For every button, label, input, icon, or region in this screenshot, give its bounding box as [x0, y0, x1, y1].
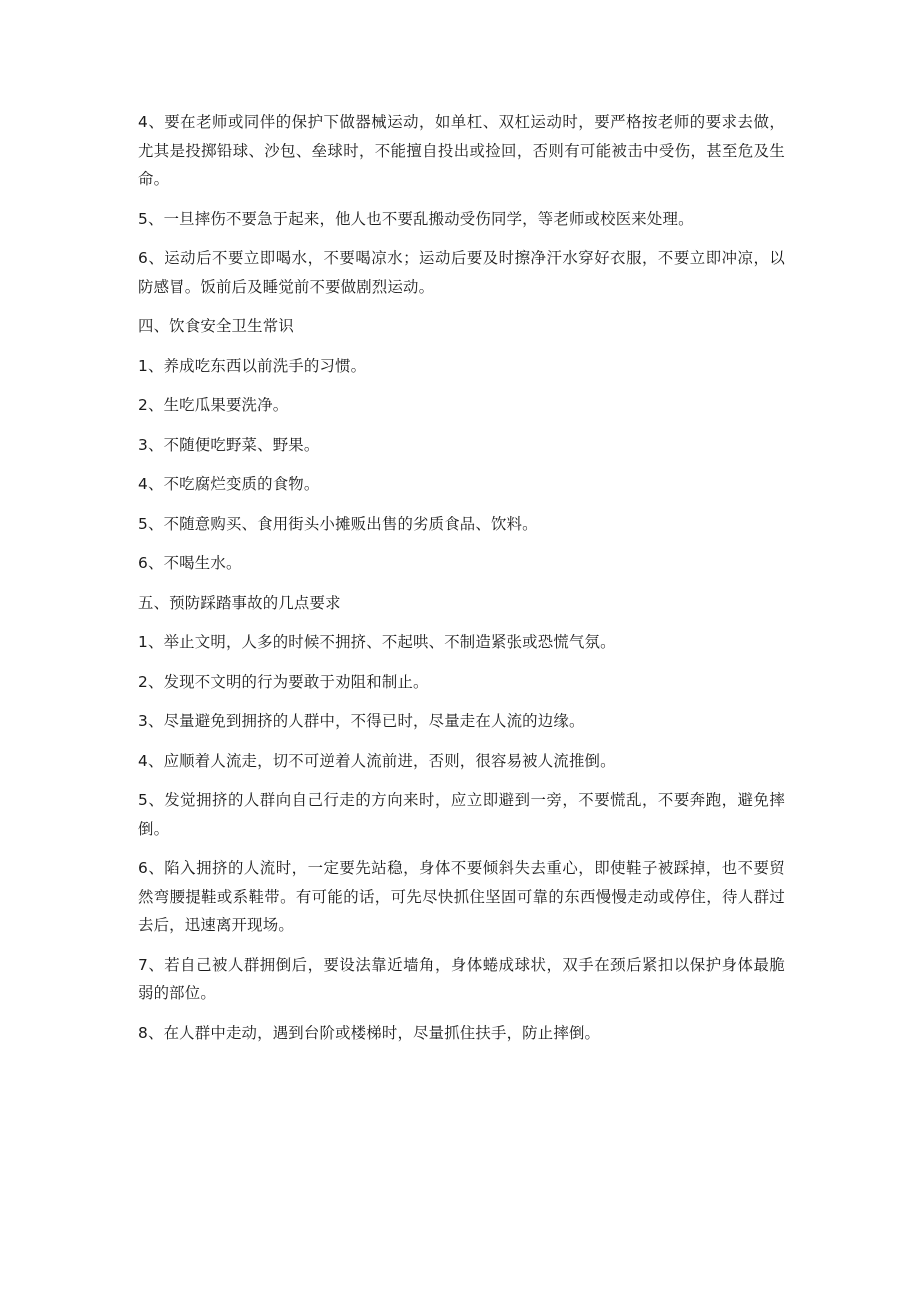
paragraph-item: 4、不吃腐烂变质的食物。 — [138, 475, 320, 493]
paragraph-item: 5、不随意购买、食用街头小摊贩出售的劣质食品、饮料。 — [138, 514, 538, 533]
section-heading: 五、预防踩踏事故的几点要求 — [138, 593, 341, 612]
paragraph-item: 4、要在老师或同伴的保护下做器械运动，如单杠、双杠运动时，要严格按老师的要求去做，尤其是投掷铅球、沙包、垒球时，不能擅自投出或捡回，否则有可能被击中受伤，甚至危及生命。 — [138, 113, 785, 188]
paragraph-item: 4、应顺着人流走，切不可逆着人流前进，否则，很容易被人流推倒。 — [138, 751, 616, 770]
paragraph-item: 5、发觉拥挤的人群向自己行走的方向来时，应立即避到一旁，不要慌乱，不要奔跑，避免摔倒。 — [138, 791, 785, 838]
paragraph-item: 8、在人群中走动，遇到台阶或楼梯时，尽量抓住扶手，防止摔倒。 — [138, 1023, 601, 1042]
paragraph-item: 6、不喝生水。 — [138, 554, 242, 572]
paragraph-item: 1、养成吃东西以前洗手的习惯。 — [138, 356, 367, 375]
paragraph-item: 7、若自己被人群拥倒后，要设法靠近墙角，身体蜷成球状，双手在颈后紧扣以保护身体最脆弱的部位。 — [138, 955, 785, 1002]
paragraph-item: 1、举止文明，人多的时候不拥挤、不起哄、不制造紧张或恐慌气氛。 — [138, 633, 616, 651]
paragraph-item: 3、尽量避免到拥挤的人群中，不得已时，尽量走在人流的边缘。 — [138, 712, 585, 730]
section-heading: 四、饮食安全卫生常识 — [138, 317, 294, 335]
paragraph-item: 3、不随便吃野菜、野果。 — [138, 435, 320, 454]
paragraph-item: 2、发现不文明的行为要敢于劝阻和制止。 — [138, 672, 429, 691]
paragraph-item: 6、运动后不要立即喝水，不要喝凉水；运动后要及时擦净汗水穿好衣服，不要立即冲凉，以防感冒。饭前后及睡觉前不要做剧烈运动。 — [138, 249, 785, 296]
paragraph-item: 6、陷入拥挤的人流时，一定要先站稳，身体不要倾斜失去重心，即使鞋子被踩掉，也不要贸然弯腰提鞋或系鞋带。有可能的话，可先尽快抓住坚固可靠的东西慢慢走动或停住，待人群过去后，迅速离开现场。 — [138, 859, 785, 934]
paragraph-item: 5、一旦摔伤不要急于起来，他人也不要乱搬动受伤同学，等老师或校医来处理。 — [138, 209, 694, 228]
paragraph-item: 2、生吃瓜果要洗净。 — [138, 396, 289, 414]
